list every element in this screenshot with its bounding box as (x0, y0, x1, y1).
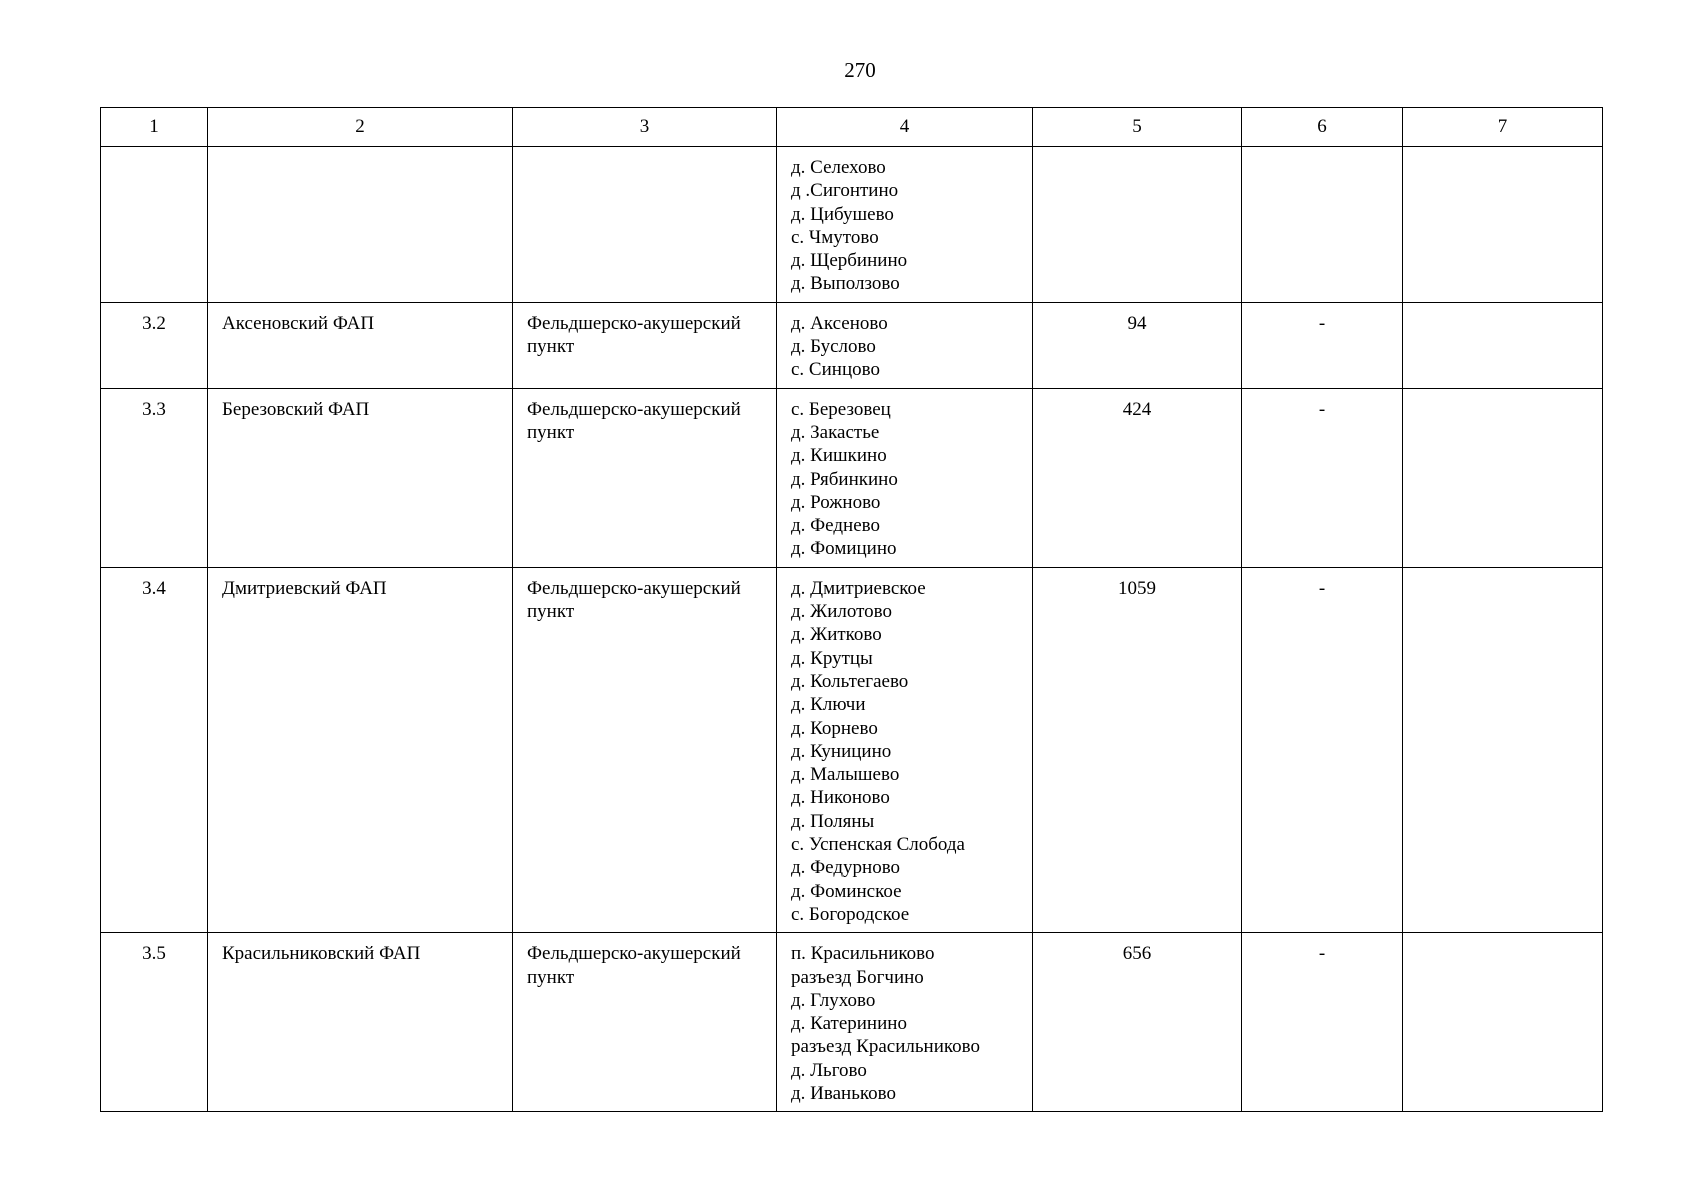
village-name: д. Феднево (791, 515, 880, 537)
population-cell: 424 (1033, 388, 1242, 567)
village-name: д. Льгово (791, 1059, 867, 1081)
village-name: д. Фоминское (791, 880, 902, 902)
village-name: д. Аксеново (791, 312, 888, 334)
facility-type-cell: Фельдшерско-акушерский пункт (513, 933, 777, 1112)
column-6-cell: - (1242, 933, 1403, 1112)
village-name: д. Дмитриевское (791, 577, 926, 599)
table-row (101, 388, 1603, 567)
village-name: д. Иваньково (791, 1082, 896, 1104)
facility-name-cell: Аксеновский ФАП (208, 302, 513, 388)
population-cell: 1059 (1033, 567, 1242, 932)
village-name: д. Федурново (791, 857, 901, 879)
village-name: д. Малышево (791, 764, 900, 786)
population-cell: 656 (1033, 933, 1242, 1112)
village-name: п. Красильниково (791, 943, 935, 965)
table-row (101, 567, 1603, 932)
village-name: д. Выползово (791, 273, 900, 295)
facility-type-cell: Фельдшерско-акушерский пункт (513, 567, 777, 932)
village-name: д. Рябинкино (791, 468, 898, 490)
facility-type-cell: Фельдшерско-акушерский пункт (513, 302, 777, 388)
page-number: 270 (844, 58, 876, 82)
village-name: д. Поляны (791, 810, 875, 832)
village-name: д. Кишкино (791, 445, 887, 467)
village-name: д. Щербинино (791, 250, 908, 272)
village-name: д. Цибушево (791, 203, 894, 225)
village-name: д. Буслово (791, 336, 876, 358)
column-header: 1 (101, 108, 208, 147)
table-row (101, 147, 1603, 303)
column-header: 7 (1403, 108, 1603, 147)
facility-type-cell (513, 147, 777, 303)
facility-name-cell (208, 147, 513, 303)
village-name: д. Катеринино (791, 1013, 907, 1035)
villages-cell (777, 147, 1033, 303)
village-name: с. Березовец (791, 398, 891, 420)
village-name: д. Закастье (791, 421, 880, 443)
column-6-cell: - (1242, 388, 1403, 567)
village-name: д. Селехово (791, 157, 886, 178)
villages-cell (777, 388, 1033, 567)
column-7-cell (1403, 388, 1603, 567)
column-7-cell (1403, 933, 1603, 1112)
row-number-cell: 3.5 (101, 933, 208, 1112)
village-name: д. Куницино (791, 740, 892, 762)
villages-cell (777, 567, 1033, 932)
table-row (101, 933, 1603, 1112)
row-number-cell: 3.2 (101, 302, 208, 388)
village-name: с. Чмутово (791, 226, 879, 248)
village-name: д. Жилотово (791, 601, 892, 623)
column-header: 2 (208, 108, 513, 147)
village-name: д. Кольтегаево (791, 670, 909, 692)
column-7-cell (1403, 567, 1603, 932)
row-number-cell: 3.3 (101, 388, 208, 567)
village-name: с. Успенская Слобода (791, 834, 965, 856)
column-6-cell (1242, 147, 1403, 303)
column-7-cell (1403, 302, 1603, 388)
village-name: д. Фомицино (791, 538, 897, 560)
facility-name-cell: Красильниковский ФАП (208, 933, 513, 1112)
village-name: д .Сигонтино (791, 180, 899, 202)
village-name: д. Житково (791, 624, 882, 646)
village-name: с. Синцово (791, 359, 880, 381)
facility-name-cell: Дмитриевский ФАП (208, 567, 513, 932)
village-name: д. Корнево (791, 717, 878, 739)
village-name: разъезд Богчино (791, 966, 924, 988)
facility-name-cell: Березовский ФАП (208, 388, 513, 567)
column-7-cell (1403, 147, 1603, 303)
row-number-cell: 3.4 (101, 567, 208, 932)
row-number-cell (101, 147, 208, 303)
village-name: д. Крутцы (791, 647, 873, 669)
column-6-cell: - (1242, 302, 1403, 388)
facility-type-cell: Фельдшерско-акушерский пункт (513, 388, 777, 567)
column-header: 6 (1242, 108, 1403, 147)
village-name: разъезд Красильниково (791, 1036, 980, 1058)
population-cell (1033, 147, 1242, 303)
village-name: с. Богородское (791, 903, 910, 925)
village-name: д. Ключи (791, 694, 866, 716)
column-header: 4 (777, 108, 1033, 147)
village-name: д. Никоново (791, 787, 890, 809)
column-header: 3 (513, 108, 777, 147)
population-cell: 94 (1033, 302, 1242, 388)
table-row (101, 302, 1603, 388)
villages-cell (777, 933, 1033, 1112)
header-row (101, 108, 1603, 147)
column-header: 5 (1033, 108, 1242, 147)
villages-cell (777, 302, 1033, 388)
village-name: д. Рожново (791, 491, 881, 513)
village-name: д. Глухово (791, 989, 876, 1011)
facilities-table (100, 107, 1603, 1112)
column-6-cell: - (1242, 567, 1403, 932)
